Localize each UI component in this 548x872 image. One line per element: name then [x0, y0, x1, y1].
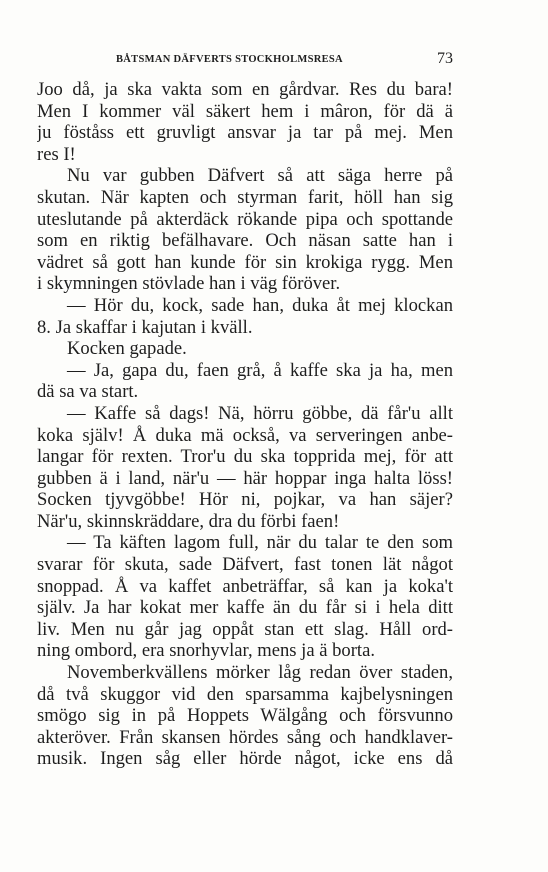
text-line: smögo sig in på Hoppets Wälgång och försvunno	[37, 705, 453, 727]
text-line: dä sa va start.	[37, 381, 139, 403]
text-line: liv. Men nu går jag oppåt stan ett slag. Håll ord-	[37, 618, 453, 640]
text-line: res I!	[37, 143, 76, 165]
text-line: — Ja, gapa du, faen grå, å kaffe ska ja ha, men	[67, 359, 453, 381]
text-line: koka själv! Å duka mä också, va serveringen anbe-	[37, 424, 453, 446]
text-line: Men I kommer väl säkert hem i mâron, för dä ä	[37, 100, 453, 122]
text-line: ju föståss ett gruvligt ansvar ja tar på mej. Men	[37, 122, 453, 144]
text-line: Joo då, ja ska vakta som en gårdvar. Res du bara!	[37, 79, 453, 100]
text-line: då två skuggor vid den sparsamma kajbelysningen	[37, 683, 453, 705]
body-text	[37, 79, 453, 770]
text-line: gubben ä i land, när'u — här hoppar inga halta löss!	[37, 467, 453, 489]
text-line: Socken tjyvgöbbe! Hör ni, pojkar, va han säjer?	[37, 489, 453, 511]
text-line: langar för rexten. Tror'u du ska topprida mej, för att	[37, 446, 453, 468]
text-line: — Hör du, kock, sade han, duka åt mej klockan	[67, 294, 453, 316]
text-line: uteslutande på akterdäck rökande pipa och spottande	[37, 208, 453, 230]
text-line: skutan. När kapten och styrman farit, höll han sig	[37, 186, 453, 208]
text-line: Novemberkvällens mörker låg redan över staden,	[67, 662, 453, 684]
text-line: i skymningen stövlade han i väg föröver.	[37, 273, 341, 295]
page-header	[37, 50, 453, 72]
text-line: själv. Ja har kokat mer kaffe än du får si i hela ditt	[37, 597, 453, 619]
page-number: 73	[437, 50, 453, 67]
text-line: — Kaffe så dags! Nä, hörru göbbe, dä får'u allt	[67, 402, 453, 424]
text-line: 8. Ja skaffar i kajutan i kväll.	[37, 316, 253, 338]
text-line: När'u, skinnskräddare, dra du förbi faen!	[37, 510, 340, 532]
text-line: svarar för skuta, sade Däfvert, fast tonen lät något	[37, 554, 453, 576]
text-line: som en riktig befälhavare. Och näsan satte han i	[37, 230, 453, 252]
text-line: musik. Ingen såg eller hörde något, icke ens då	[37, 748, 453, 770]
text-line: vädret så gott han kunde för sin krokiga rygg. Men	[37, 251, 453, 273]
text-line: snoppad. Å va kaffet anbeträffar, så kan ja koka't	[37, 575, 453, 597]
text-line: ning ombord, era snorhyvlar, mens ja ä borta.	[37, 640, 375, 662]
text-line: Kocken gapade.	[67, 338, 187, 360]
text-line: akteröver. Från skansen hördes sång och handklaver-	[37, 726, 453, 748]
text-line: Nu var gubben Däfvert så att säga herre på	[67, 165, 453, 187]
text-line: — Ta käften lagom full, när du talar te den som	[67, 532, 453, 554]
running-title: BÅTSMAN DÄFVERTS STOCKHOLMSRESA	[116, 54, 343, 65]
